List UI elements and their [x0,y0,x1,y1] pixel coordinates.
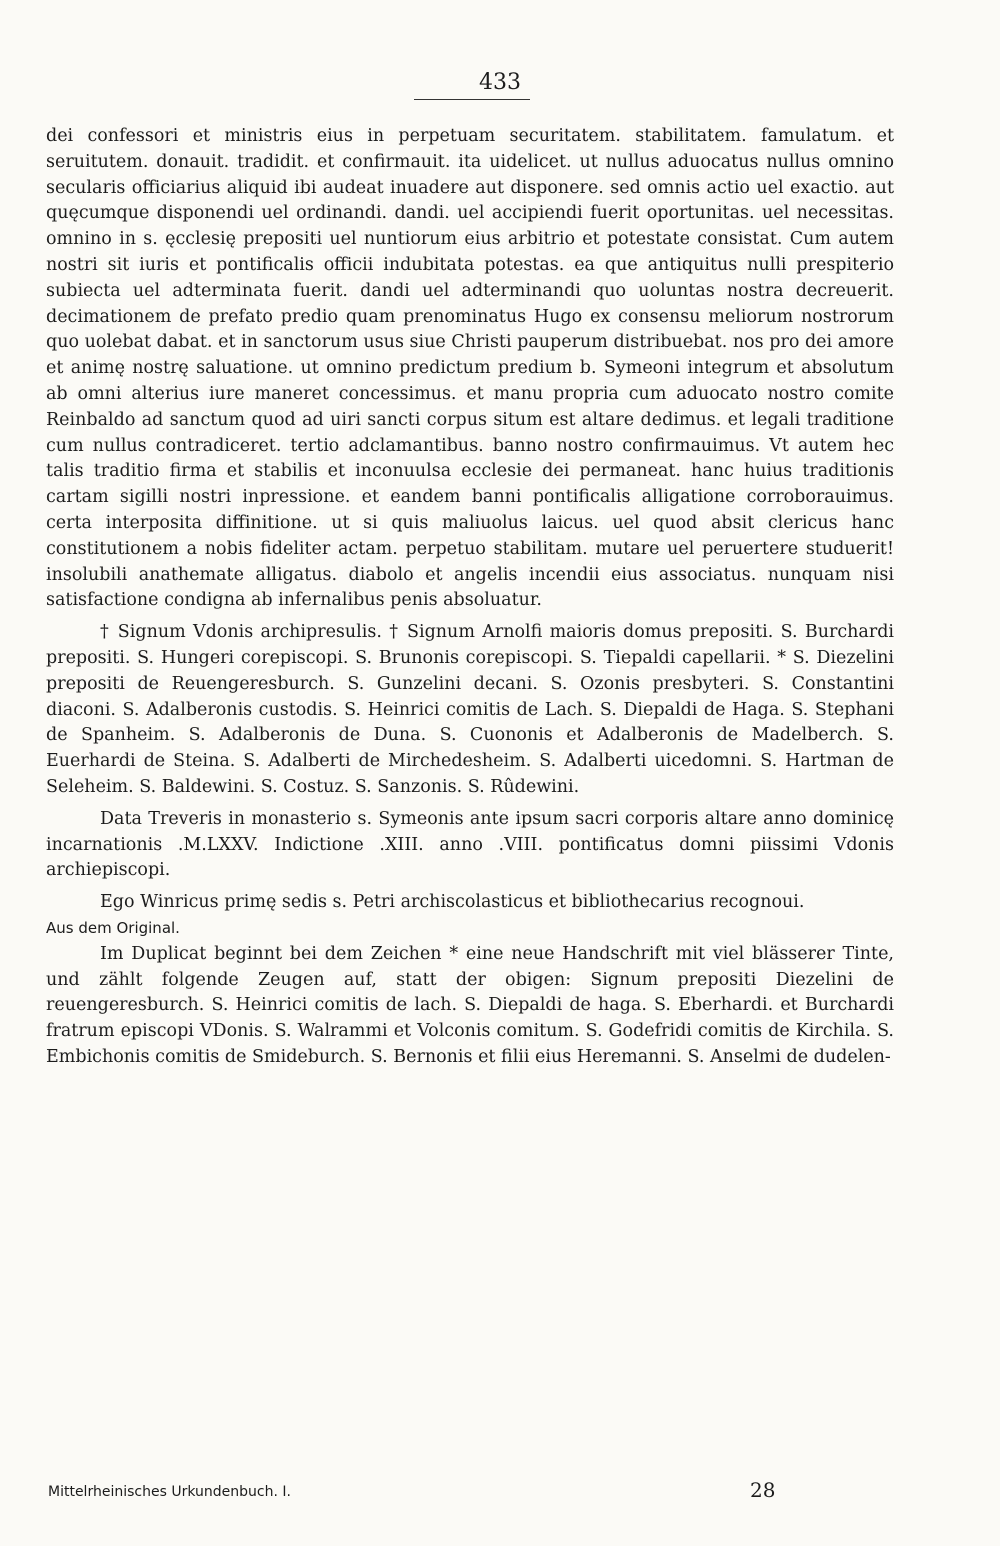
header-rule [414,99,530,100]
editor-note: Im Duplicat beginnt bei dem Zeichen * eine neue Handschrift mit viel blässerer Tinte, und zählt folgende Zeugen auf, statt der obigen: Signum prepositi Diezelini de reuengeresburch. S. Heinrici comitis de lach. S. Diepaldi de haga. S. Eberhardi. et Burchardi fratrum episcopi VDonis. S. Walrammi et Volconis comitum. S. Godefridi comitis de Kirchila. S. Embichonis comitis de Smideburch. S. Bernonis et filii eius Heremanni. S. Anselmi de dudelen- [46,943,894,1067]
book-title: Mittelrheinisches Urkundenbuch. I. [48,1484,291,1500]
page-number: 433 [479,70,521,95]
charter-signatures: † Signum Vdonis archipresulis. † Signum Arnolfi maioris domus prepositi. S. Burchardi prepositi. S. Hungeri corepiscopi. S. Brunonis corepiscopi. S. Tiepaldi capellarii. * S. Diezelini prepositi de Reuengeresburch. S. Gunzelini decani. S. Ozonis presbyteri. S. Constantini diaconi. S. Adalberonis custodis. S. Heinrici comitis de Lach. S. Diepaldi de Haga. S. Stephani de Spanheim. S. Adalberonis de Duna. S. Cuononis et Adalberonis de Madelberch. S. Euerhardi de Steina. S. Adalberti de Mirchedesheim. S. Adalberti uicedomni. S. Hartman de Seleheim. S. Baldewini. S. Costuz. S. Sanzonis. S. Rûdewini. [46,622,894,797]
page-footer [48,1478,894,1502]
charter-main-text: dei confessori et ministris eius in perpetuam securitatem. stabilitatem. famulatum. et seruitutem. donauit. tradidit. et confirmauit. ita uidelicet. ut nullus aduocatus nullus omnino secularis officiarius aliquid ibi audeat inuadere aut disponere. sed omnis actio uel exactio. aut quęcumque disponendi uel ordinandi. dandi. uel accipiendi fuerit oportunitas. uel necessitas. omnino in s. ęcclesię prepositi uel nuntiorum eius arbitrio et potestate consistat. Cum autem nostri sit iuris et pontificalis officii indubitata potestas. ea que antiquitus nulli prespiterio subiecta uel adterminata fuerit. dandi uel adterminandi quo uoluntas nostra decreuerit. decimationem de prefato predio quam prenominatus Hugo ex consensu meliorum nostrorum quo uolebat dabat. et in sanctorum usus siue Christi pauperum distribuebat. nos pro dei amore et animę nostrę saluatione. ut omnino predictum predium b. Symeoni integrum et absolutum ab omni alterius iure maneret concessimus. et manu propria cum aduocato nostro comite Reinbaldo ad sanctum quod ad uiri sancti corpus situm est altare dedimus. et legali traditione cum nullus contradiceret. tertio adclamantibus. banno nostro confirmauimus. Vt autem hec talis traditio firma et stabilis et inconuulsa ecclesie dei permaneat. hanc huius traditionis cartam sigilli nostri inpressione. et eandem banni pontificalis alligatione corroborauimus. certa interposita diffinitione. ut si quis maliuolus laicus. uel quod absit clericus hanc constitutionem a nobis fideliter actam. perpetuo stabilitam. mutare uel peruertere studuerit! insolubili anathemate alligatus. diabolo et angelis incendii eius associatus. nunquam nisi satisfactione condigna ab infernalibus penis absoluatur. [46,126,894,611]
source-note: Aus dem Original. [46,918,180,937]
sheet-number: 28 [750,1478,776,1502]
page-body [46,124,894,1071]
charter-dating: Data Treveris in monasterio s. Symeonis ante ipsum sacri corporis altare anno dominicę incarnationis .M.LXXV. Indictione .XIII. anno .VIII. pontificatus domni piissimi Vdonis archiepiscopi. [46,808,894,881]
charter-recognition: Ego Winricus primę sedis s. Petri archiscolasticus et bibliothecarius recognoui. [100,892,805,913]
